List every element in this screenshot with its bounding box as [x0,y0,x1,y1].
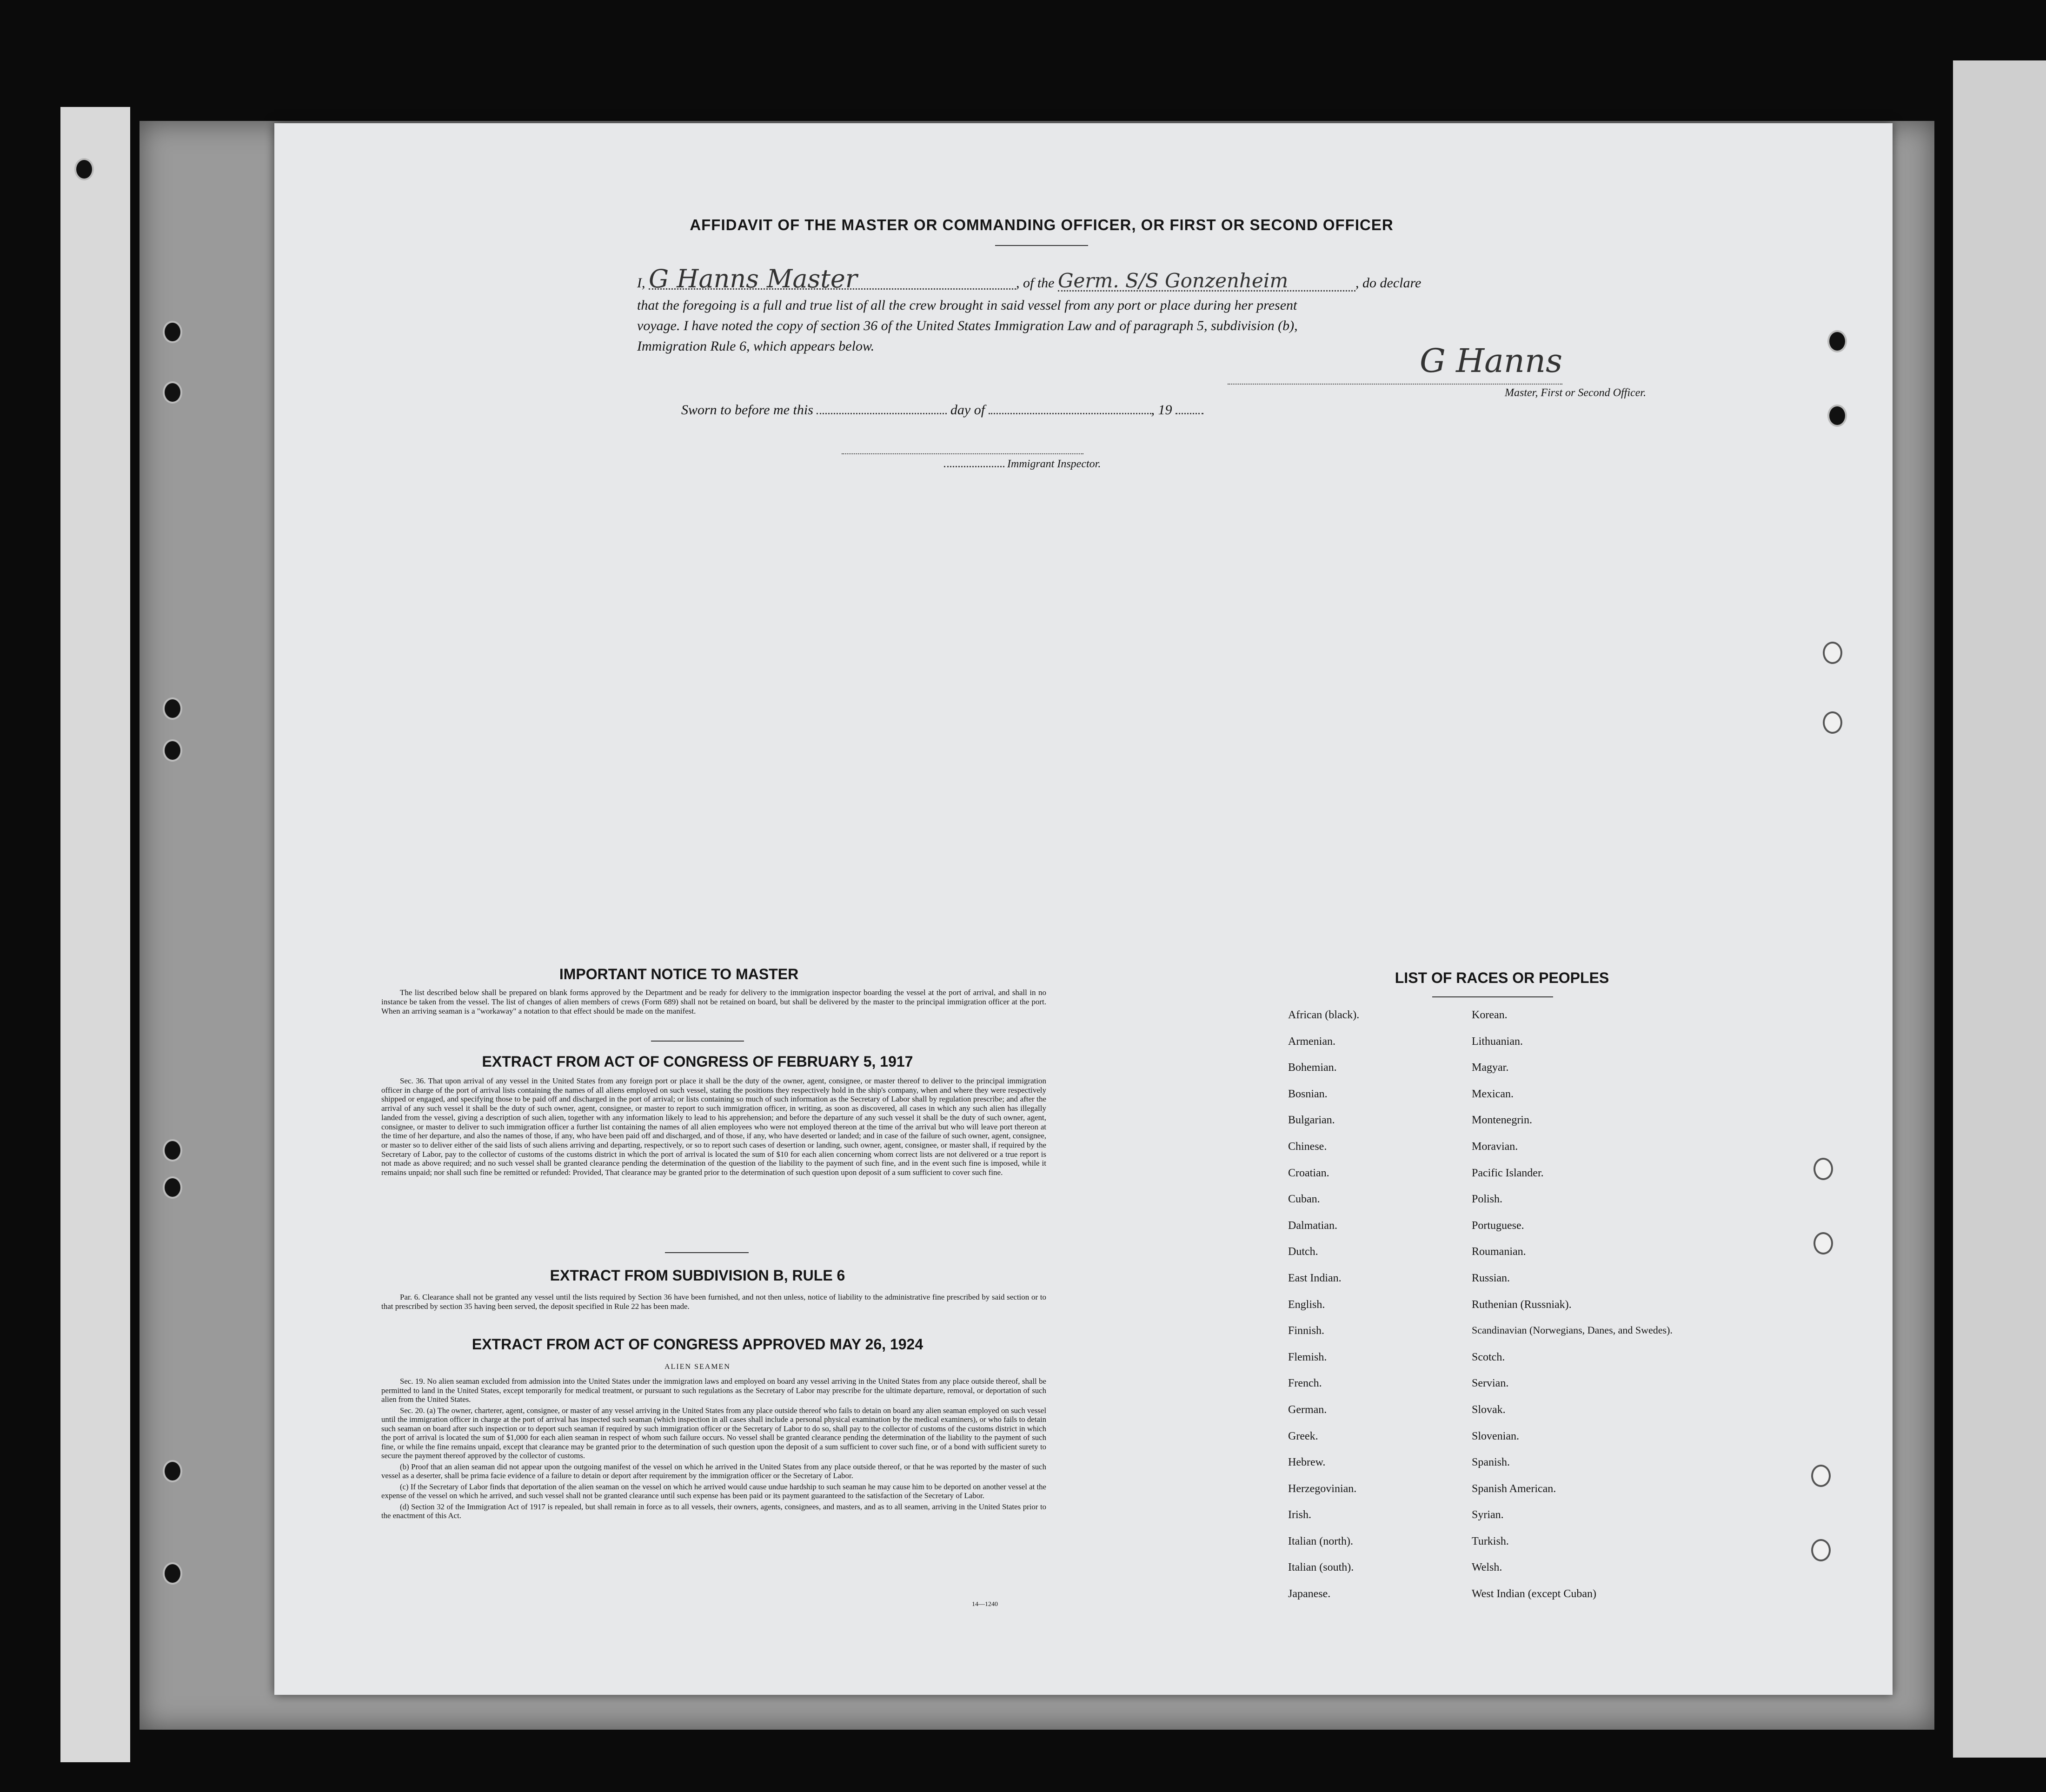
races-column-2 [1472,1009,1681,1614]
race-item: Roumanian. [1472,1246,1526,1258]
race-item: Polish. [1472,1193,1503,1206]
race-item: Korean. [1472,1009,1508,1021]
page-punch-hole [1811,1465,1831,1487]
race-item: Italian (north). [1288,1535,1353,1547]
notice-divider [651,1041,744,1042]
race-item: Russian. [1472,1272,1510,1284]
day-of-text: day of [950,402,985,418]
affidavit-declaration-line [637,264,1800,293]
race-item: Bohemian. [1288,1062,1337,1074]
race-item: East Indian. [1288,1272,1342,1284]
race-item: Greek. [1288,1430,1318,1442]
extract-1917-title: EXTRACT FROM ACT OF CONGRESS OF FEBRUARY 5, 1917 [482,1053,913,1070]
sworn-month-blank [989,413,1151,414]
race-item: Flemish. [1288,1351,1327,1363]
signature-caption: Master, First or Second Officer. [1505,387,1646,399]
binder-hole [163,1460,182,1482]
page-punch-hole [1827,405,1847,427]
race-item: Irish. [1288,1509,1311,1521]
race-item: Spanish. [1472,1456,1510,1469]
declare-text: , do declare [1355,275,1422,291]
race-item: Spanish American. [1472,1482,1556,1495]
right-film-strip [1953,60,2046,1758]
sworn-day-blank [817,413,947,414]
race-item: Italian (south). [1288,1561,1354,1574]
race-item: Croatian. [1288,1167,1329,1179]
races-column-1 [1288,1009,1483,1614]
races-title: LIST OF RACES OR PEOPLES [1395,969,1609,986]
race-item: Dalmatian. [1288,1219,1337,1232]
race-item: Turkish. [1472,1535,1509,1547]
section-36-paragraph: Sec. 36. That upon arrival of any vessel in the United States from any foreign port or place it shall be the duty of the owner, agent, consignee, or master thereof to deliver to the principal immigration officer in charge of the port of arrival lists containing the names of all aliens employed on such vessel, stating the positions they respectively hold in the ship's company, when and where they were respectively shipped or engaged, and specifying those to be paid off and discharged in the port of arrival; or lists containing so much of such information as the Secretary of Labor shall by regulation prescribe; and after the arrival of any such vessel it shall be the duty of such owner, agent, consignee, or master to report to such immigration officer, in writing, as soon as discovered, all cases in which any such alien has illegally landed from the vessel, giving a description of such alien, together with any information likely to lead to his apprehension; and before the departure of any such vessel it shall be the duty of such owner, agent, consignee, or master to deliver to such immigration officer a further list containing the names of all alien employees who were not employed thereon at the time of the arrival but who will leave port thereon at the time of her departure, and also the names of those, if any, who have been paid off and discharged, and of those, if any, who have deserted or landed; and in case of the failure of such owner, agent, consignee, or master so to deliver either of the said lists of such aliens arriving and departing, respectively, or so to report such cases of desertion or landing, such owner, agent, consignee, or master shall, if required by the Secretary of Labor, pay to the collector of customs of the customs district in which the port of arrival is located the sum of $10 for each alien concerning whom correct lists are not delivered or a true report is not made as above required; and no such vessel shall be granted clearance pending the determination of the question of the liability to the payment of such fine, and in the event such fine is imposed, while it remains unpaid; nor shall such fine be remitted or refunded: Provided, That clearance may be granted prior to the determination of such question upon deposit of a sum sufficient to cover such fine. [381,1076,1046,1177]
notice-paragraph: The list described below shall be prepared on blank forms approved by the Department and be ready for delivery to the immigration inspector boarding the vessel at the port of arrival, and shall in no instance be taken from the vessel. The list of changes of alien members of crews (Form 689) shall not be retained on board, but shall be delivered by the master to the principal immigration officer at the port. When an arriving seaman is a "workaway" a notation to that effect should be made on the manifest. [381,988,1046,1015]
of-the-text: , of the [1016,275,1055,291]
title-divider [995,245,1088,246]
notice-title: IMPORTANT NOTICE TO MASTER [559,966,799,982]
race-item: Armenian. [1288,1035,1335,1048]
binder-hole [74,158,94,180]
race-item: Montenegrin. [1472,1114,1532,1127]
races-divider [1432,996,1553,997]
inspector-caption [944,458,1176,471]
master-name-signature: G Hanns Master [649,270,1016,290]
alien-seamen-subtitle: ALIEN SEAMEN [664,1363,731,1371]
binder-hole [163,697,182,720]
page-punch-hole [1823,711,1842,734]
page-punch-hole [1814,1232,1833,1254]
signature-line [1228,384,1562,385]
page-punch-hole [1811,1539,1831,1561]
race-item: Slovenian. [1472,1430,1519,1442]
affidavit-body-line: Immigration Rule 6, which appears below. [637,338,875,354]
binder-hole [163,1139,182,1161]
race-item: Ruthenian (Russniak). [1472,1298,1572,1311]
race-item: Dutch. [1288,1246,1318,1258]
race-item: English. [1288,1298,1325,1311]
inspector-blank [944,466,1004,467]
race-item: Lithuanian. [1472,1035,1523,1048]
inspector-caption-text: Immigrant Inspector. [1007,458,1101,470]
race-item: Chinese. [1288,1140,1327,1153]
vessel-name-handwritten: Germ. S/S Gonzenheim [1058,272,1355,292]
race-item: Magyar. [1472,1062,1509,1074]
extract-rule6-body [381,1293,1046,1313]
race-item: Portuguese. [1472,1219,1524,1232]
paragraph-6-text: Par. 6. Clearance shall not be granted any vessel until the lists required by Section 36 have been furnished, and not then unless, notice of liability to the administrative fine prescribed by said section or to that prescribed by section 35 having been served, the deposit specified in Rule 22 has been made. [381,1293,1046,1311]
race-item: Bosnian. [1288,1088,1328,1100]
section-20c-paragraph: (c) If the Secretary of Labor finds that deportation of the alien seaman on the vessel on which he arrived would cause undue hardship to such seaman he may cause him to be deported on another vessel at the expense of the vessel on which he arrived, and such vessel shall not be granted clearance until such expense has been paid or its payment guaranteed to the satisfaction of the Secretary of Labor. [381,1482,1046,1500]
section-20b-paragraph: (b) Proof that an alien seaman did not appear upon the outgoing manifest of the vessel on which he arrived in the United States from any place outside thereof, or that he was reported by the master of such vessel as a deserter, shall be prima facie evidence of a failure to detain or deport after requirement by the immigration officer or the Secretary of Labor. [381,1462,1046,1480]
race-item: West Indian (except Cuban) [1472,1588,1596,1600]
notice-body [381,988,1046,1018]
page-punch-hole [1823,642,1842,664]
form-number: 14—1240 [972,1601,998,1608]
affidavit-body [637,295,1800,357]
binder-hole [163,381,182,404]
race-item: Hebrew. [1288,1456,1326,1469]
race-item: Mexican. [1472,1088,1514,1100]
extract-1924-title: EXTRACT FROM ACT OF CONGRESS APPROVED MAY 26, 1924 [472,1336,923,1353]
affidavit-page [274,123,1893,1695]
inspector-line [842,453,1083,454]
year-prefix: , 19 [1151,402,1172,418]
page-punch-hole [1827,330,1847,352]
sworn-prefix: Sworn to before me this [681,402,813,418]
extract-1924-body [381,1377,1046,1522]
race-item: Servian. [1472,1377,1509,1390]
race-item: Scotch. [1472,1351,1505,1363]
affidavit-body-line: voyage. I have noted the copy of section 36 of the United States Immigration Law and of paragraph 5, subdivision (b), [637,318,1298,333]
section-20a-paragraph: Sec. 20. (a) The owner, charterer, agent, consignee, or master of any vessel arriving in the United States from any place outside thereof who fails to detain on board any alien seaman employed on such vessel until the immigration officer in charge at the port of arrival has inspected such seaman (which inspection in all cases shall include a personal physical examination by the medical examiners), or who fails to detain such seaman on board after such inspection or to deport such seaman if required by such immigration officer or the Secretary of Labor to do so, shall pay to the collector of customs of the customs district in which the port of arrival is located the sum of $1,000 for each alien seaman in respect of whom such failure occurs. No vessel shall be granted clearance pending the determination of the liability to the payment of such fine, or while the fine remains unpaid, except that clearance may be granted prior to the determination of such question upon the deposit of a sum sufficient to cover such fine, or of a bond with sufficient surety to secure the payment thereof approved by the collector of customs. [381,1406,1046,1460]
declaration-prefix: I, [637,275,645,291]
race-item: German. [1288,1403,1327,1416]
sworn-line [681,402,1332,418]
race-item: Finnish. [1288,1325,1325,1337]
binder-hole [163,1562,182,1585]
binder-hole [163,739,182,762]
race-item: Slovak. [1472,1403,1506,1416]
page-punch-hole [1814,1158,1833,1180]
race-item: Herzegovinian. [1288,1482,1357,1495]
section-19-paragraph: Sec. 19. No alien seaman excluded from admission into the United States under the immigration laws and employed on board any vessel arriving in the United States from any place outside thereof, shall be permitted to land in the United States, except temporarily for medical treatment, or pursuant to such regulations as the Secretary of Labor may prescribe for the ultimate departure, removal, or deportation of such alien from the United States. [381,1377,1046,1404]
section-20d-paragraph: (d) Section 32 of the Immigration Act of 1917 is repealed, but shall remain in force as to all vessels, their owners, agents, consignees, and masters, and as to all seamen, arriving in the United States prior to the enactment of this Act. [381,1502,1046,1520]
binder-hole [163,1176,182,1199]
affidavit-title: AFFIDAVIT OF THE MASTER OR COMMANDING OFFICER, OR FIRST OR SECOND OFFICER [690,216,1394,233]
race-item: Scandinavian (Norwegians, Danes, and Swedes). [1472,1324,1673,1336]
race-item: Moravian. [1472,1140,1518,1153]
extract-rule6-title: EXTRACT FROM SUBDIVISION B, RULE 6 [550,1267,845,1284]
extract-1917-body [381,1076,1046,1179]
race-item: Cuban. [1288,1193,1320,1206]
race-item: French. [1288,1377,1322,1390]
race-item: Japanese. [1288,1588,1331,1600]
sworn-year-blank [1176,413,1203,414]
race-item: Pacific Islander. [1472,1167,1544,1179]
binder-hole [163,321,182,343]
race-item: Welsh. [1472,1561,1502,1574]
left-film-strip [60,107,130,1762]
race-item: African (black). [1288,1009,1360,1021]
race-item: Syrian. [1472,1509,1504,1521]
affidavit-body-line: that the foregoing is a full and true list of all the crew brought in said vessel from any port or place during her present [637,298,1297,313]
extract-1917-divider [665,1252,749,1253]
race-item: Bulgarian. [1288,1114,1335,1127]
master-signature: G Hanns [1419,342,1562,380]
